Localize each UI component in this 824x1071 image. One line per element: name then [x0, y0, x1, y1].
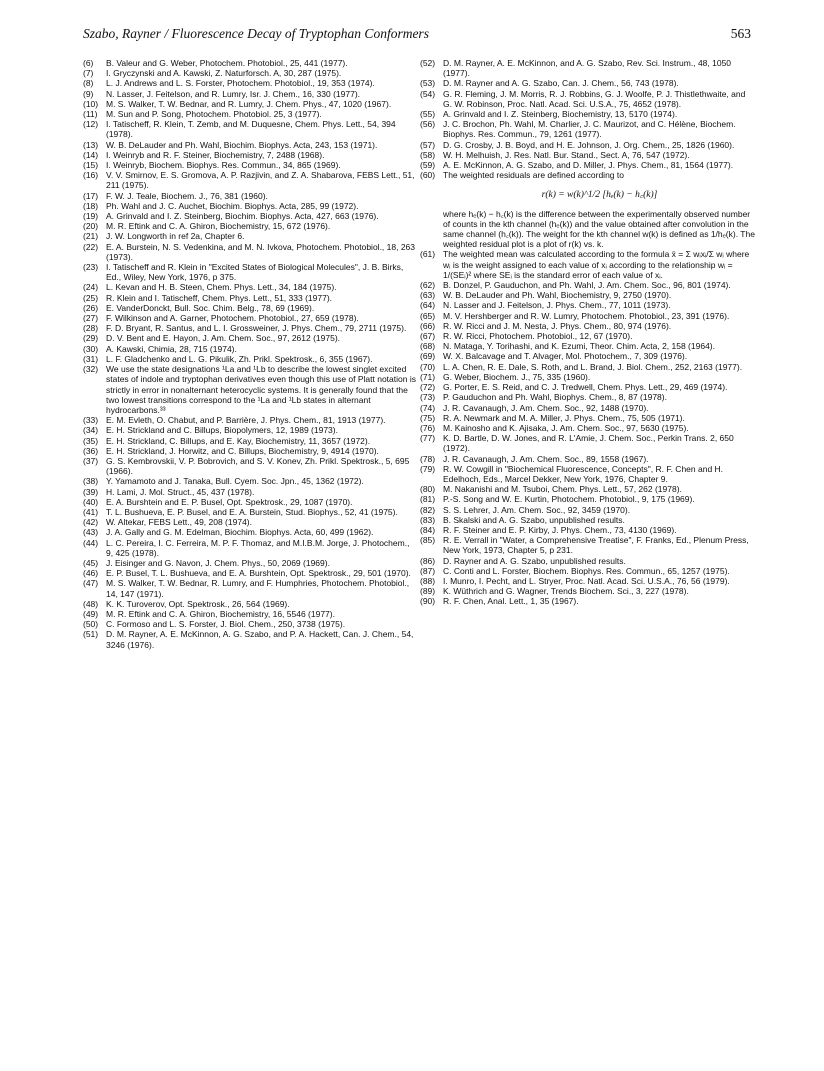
- reference-number: (7): [83, 68, 94, 79]
- reference-entry: [83, 313, 417, 323]
- reference-text: M. V. Hershberger and R. W. Lumry, Photochem. Photobiol., 23, 391 (1976).: [443, 310, 730, 321]
- reference-text: M. Nakanishi and M. Tsuboi, Chem. Phys. Lett., 57, 262 (1978).: [443, 484, 682, 495]
- reference-text: F. Wilkinson and A. Garner, Photochem. Photobiol., 27, 659 (1978).: [106, 313, 359, 324]
- reference-number: (67): [420, 331, 436, 342]
- reference-number: (77): [420, 433, 436, 444]
- reference-text: H. Lami, J. Mol. Struct., 45, 437 (1978).: [106, 486, 255, 497]
- reference-number: (64): [420, 300, 436, 311]
- reference-number: (25): [83, 292, 99, 303]
- reference-entry: [420, 170, 756, 180]
- reference-text: D. M. Rayner and A. G. Szabo, Can. J. Chem., 56, 743 (1978).: [443, 78, 679, 89]
- reference-number: (6): [83, 58, 94, 68]
- reference-number: (39): [83, 486, 99, 497]
- reference-entry: [420, 433, 756, 453]
- reference-text: E. P. Busel, T. L. Bushueva, and E. A. Burshtein, Opt. Spektrosk., 29, 501 (1970).: [106, 568, 411, 579]
- reference-text: N. Mataga, Y. Torihashi, and K. Ezumi, Theor. Chim. Acta, 2, 158 (1964).: [443, 341, 715, 352]
- reference-text: S. S. Lehrer, J. Am. Chem. Soc., 92, 3459 (1970).: [443, 504, 631, 515]
- reference-number: (68): [420, 341, 436, 352]
- reference-text: W. B. DeLauder and Ph. Wahl, Biochemistry, 9, 2750 (1970).: [443, 290, 672, 301]
- reference-text: K. D. Bartle, D. W. Jones, and R. L'Amie, J. Chem. Soc., Perkin Trans. 2, 650 (1972).: [443, 433, 734, 454]
- reference-number: (62): [420, 280, 436, 291]
- reference-number: (9): [83, 88, 94, 99]
- reference-entry: [83, 456, 417, 476]
- references-group-a: [420, 58, 756, 180]
- reference-number: (58): [420, 149, 436, 160]
- reference-entry: [420, 484, 756, 494]
- reference-text: M. Kainosho and K. Ajisaka, J. Am. Chem. Soc., 97, 5630 (1975).: [443, 422, 689, 433]
- reference-text: V. V. Smirnov, E. S. Gromova, A. P. Razjivin, and Z. A. Shabarova, FEBS Lett., 51, 211 (1975).: [106, 170, 415, 191]
- reference-entry: [83, 344, 417, 354]
- reference-number: (85): [420, 535, 436, 546]
- ref60-continuation: where hₑ(k) − h꜀(k) is the difference between the experimentally observed number of counts in the kth channel (hₑ(k)) and the value obtained after convolution in the same channel (h꜀(k)). The weight for the kth channel w(k) is defined as 1/hₑ(k). The weighted residual plot is a plot of r(k) vs. k.: [443, 208, 755, 250]
- reference-entry: [420, 341, 756, 351]
- reference-entry: [420, 119, 756, 139]
- reference-entry: [83, 119, 417, 139]
- references-right-column: [420, 58, 756, 607]
- reference-number: (42): [83, 517, 99, 528]
- reference-entry: [83, 354, 417, 364]
- reference-text: K. K. Turoverov, Opt. Spektrosk., 26, 564 (1969).: [106, 598, 290, 609]
- reference-number: (44): [83, 537, 99, 548]
- reference-entry: [83, 323, 417, 333]
- reference-number: (81): [420, 494, 436, 505]
- reference-text: L. F. Gladchenko and L. G. Pikulik, Zh. Prikl. Spektrosk., 6, 355 (1967).: [106, 353, 373, 364]
- reference-entry: [83, 303, 417, 313]
- reference-text: I. Tatischeff, R. Klein, T. Zemb, and M. Duquesne, Chem. Phys. Lett., 54, 394 (1978).: [106, 119, 396, 140]
- reference-entry: [420, 280, 756, 290]
- reference-entry: [83, 476, 417, 486]
- reference-number: (65): [420, 310, 436, 321]
- reference-entry: [420, 58, 756, 78]
- reference-text: R. F. Steiner and E. P. Kirby, J. Phys. Chem., 73, 4130 (1969).: [443, 524, 677, 535]
- reference-number: (35): [83, 435, 99, 446]
- reference-entry: [420, 596, 756, 606]
- reference-number: (19): [83, 211, 99, 222]
- reference-text: M. S. Walker, T. W. Bednar, and R. Lumry, J. Chem. Phys., 47, 1020 (1967).: [106, 98, 392, 109]
- reference-entry: [83, 619, 417, 629]
- reference-text: R. Klein and I. Tatischeff, Chem. Phys. Lett., 51, 333 (1977).: [106, 292, 333, 303]
- reference-text: C. Conti and L. Forster, Biochem. Biophys. Res. Commun., 65, 1257 (1975).: [443, 565, 730, 576]
- reference-number: (59): [420, 160, 436, 171]
- reference-entry: [83, 68, 417, 78]
- reference-entry: [83, 558, 417, 568]
- reference-number: (83): [420, 514, 436, 525]
- reference-entry: [83, 242, 417, 262]
- reference-number: (87): [420, 565, 436, 576]
- reference-text: F. W. J. Teale, Biochem. J., 76, 381 (1960).: [106, 190, 268, 201]
- reference-entry: [83, 364, 417, 415]
- reference-entry: [420, 89, 756, 109]
- reference-number: (34): [83, 425, 99, 436]
- reference-entry: [420, 140, 756, 150]
- reference-entry: [83, 599, 417, 609]
- reference-text: R. E. Verrall in "Water, a Comprehensive Treatise", F. Franks, Ed., Plenum Press, New York, 1973, Chapter 5, p 231.: [443, 535, 749, 556]
- reference-number: (69): [420, 351, 436, 362]
- reference-text: I. Weinryb, Biochem. Biophys. Res. Commun., 34, 865 (1969).: [106, 160, 341, 171]
- reference-entry: [420, 321, 756, 331]
- reference-entry: [83, 140, 417, 150]
- reference-entry: [83, 150, 417, 160]
- reference-text: G. S. Kembrovskii, V. P. Bobrovich, and S. V. Konev, Zh. Prikl. Spektrosk., 5, 695 (1966).: [106, 455, 410, 477]
- reference-number: (78): [420, 453, 436, 464]
- reference-text: W. B. DeLauder and Ph. Wahl, Biochim. Biophys. Acta, 243, 153 (1971).: [106, 139, 378, 150]
- reference-number: (10): [83, 98, 99, 109]
- reference-entry: [83, 446, 417, 456]
- reference-text: J. W. Longworth in ref 2a, Chapter 6.: [106, 231, 245, 242]
- reference-number: (56): [420, 119, 436, 130]
- reference-entry: [83, 507, 417, 517]
- reference-number: (24): [83, 282, 99, 293]
- reference-entry: [83, 487, 417, 497]
- reference-number: (75): [420, 412, 436, 423]
- reference-text: D. Rayner and A. G. Szabo, unpublished results.: [443, 555, 626, 566]
- reference-text: P. Gauduchon and Ph. Wahl, Biophys. Chem., 8, 87 (1978).: [443, 392, 667, 403]
- reference-number: (47): [83, 578, 99, 589]
- reference-number: (8): [83, 78, 94, 89]
- reference-number: (50): [83, 619, 99, 630]
- reference-text: W. X. Balcavage and T. Alvager, Mol. Photochem., 7, 309 (1976).: [443, 351, 688, 362]
- reference-text: B. Valeur and G. Weber, Photochem. Photobiol., 25, 441 (1977).: [106, 58, 348, 68]
- reference-number: (46): [83, 568, 99, 579]
- reference-entry: [420, 586, 756, 596]
- reference-entry: [83, 160, 417, 170]
- reference-entry: [83, 497, 417, 507]
- reference-entry: [420, 392, 756, 402]
- reference-entry: [420, 576, 756, 586]
- reference-entry: [83, 109, 417, 119]
- reference-number: (14): [83, 149, 99, 160]
- reference-number: (38): [83, 476, 99, 487]
- reference-text: D. V. Bent and E. Hayon, J. Am. Chem. Soc., 97, 2612 (1975).: [106, 333, 341, 344]
- reference-text: E. A. Burstein, N. S. Vedenkina, and M. N. Ivkova, Photochem. Photobiol., 18, 263 (1973).: [106, 241, 416, 262]
- reference-number: (53): [420, 78, 436, 89]
- reference-entry: [83, 262, 417, 282]
- reference-text: The weighted mean was calculated according to the formula x̄ = Σ wᵢxᵢ/Σ wᵢ where wᵢ is the weight assigned to each value of xᵢ according to the relationship wᵢ = 1/(SEᵢ)² where SEᵢ is the standard error of each value of xᵢ.: [443, 249, 750, 280]
- reference-text: R. W. Cowgill in "Biochemical Fluorescence, Concepts", R. F. Chen and H. Edelhoch, Eds., Marcel Dekker, New York, 1976, Chapter 9.: [443, 463, 724, 484]
- reference-entry: [420, 150, 756, 160]
- reference-entry: [420, 535, 756, 555]
- reference-text: I. Munro, I. Pecht, and L. Stryer, Proc. Natl. Acad. Sci. U.S.A., 76, 56 (1979).: [443, 575, 730, 586]
- reference-number: (29): [83, 333, 99, 344]
- reference-entry: [420, 372, 756, 382]
- residual-formula: r(k) = w(k)^1/2 [hₑ(k) − h꜀(k)]: [541, 190, 658, 201]
- reference-text: R. F. Chen, Anal. Lett., 1, 35 (1967).: [443, 596, 579, 607]
- reference-text: E. H. Strickland, C. Billups, and E. Kay, Biochemistry, 11, 3657 (1972).: [106, 435, 371, 446]
- reference-entry: [420, 78, 756, 88]
- reference-text: C. Formoso and L. S. Forster, J. Biol. Chem., 250, 3738 (1975).: [106, 619, 346, 630]
- reference-number: (52): [420, 58, 436, 68]
- reference-number: (18): [83, 200, 99, 211]
- reference-text: E. VanderDonckt, Bull. Soc. Chim. Belg., 78, 69 (1969).: [106, 302, 315, 313]
- reference-text: J. C. Brochon, Ph. Wahl, M. Charlier, J. C. Maurizot, and C. Hélène, Biochem. Biophys. Res. Commun., 79, 1261 (1977).: [443, 119, 736, 140]
- reference-entry: [83, 436, 417, 446]
- reference-text: M. Sun and P. Song, Photochem. Photobiol. 25, 3 (1977).: [106, 109, 322, 120]
- reference-number: (27): [83, 313, 99, 324]
- reference-number: (76): [420, 422, 436, 433]
- reference-number: (12): [83, 119, 99, 130]
- reference-number: (37): [83, 455, 99, 466]
- references-left-column: [83, 58, 417, 650]
- reference-text: A. Kawski, Chimia, 28, 715 (1974).: [106, 343, 237, 354]
- reference-entry: [420, 403, 756, 413]
- reference-number: (54): [420, 88, 436, 99]
- reference-text: E. M. Evleth, O. Chabut, and P. Barrière, J. Phys. Chem., 81, 1913 (1977).: [106, 415, 386, 426]
- reference-entry: [83, 527, 417, 537]
- reference-entry: [83, 293, 417, 303]
- reference-text: R. W. Ricci and J. M. Nesta, J. Phys. Chem., 80, 974 (1976).: [443, 320, 672, 331]
- reference-text: L. Kevan and H. B. Steen, Chem. Phys. Lett., 34, 184 (1975).: [106, 282, 337, 293]
- reference-number: (31): [83, 353, 99, 364]
- reference-entry: [420, 515, 756, 525]
- page-number: 563: [730, 26, 751, 41]
- reference-number: (90): [420, 596, 436, 607]
- reference-number: (16): [83, 170, 99, 181]
- reference-entry: [83, 425, 417, 435]
- reference-number: (84): [420, 524, 436, 535]
- running-title: Szabo, Rayner / Fluorescence Decay of Tryptophan Conformers: [83, 26, 429, 41]
- reference-number: (60): [420, 170, 436, 181]
- reference-text: W. H. Melhuish, J. Res. Natl. Bur. Stand., Sect. A, 76, 547 (1972).: [443, 149, 690, 160]
- reference-number: (13): [83, 139, 99, 150]
- reference-entry: [83, 170, 417, 190]
- reference-number: (15): [83, 160, 99, 171]
- reference-text: L. J. Andrews and L. S. Forster, Photochem. Photobiol., 19, 353 (1974).: [106, 78, 375, 89]
- reference-text: K. Wüthrich and G. Wagner, Trends Biochem. Sci., 3, 227 (1978).: [443, 586, 689, 597]
- reference-text: Ph. Wahl and J. C. Auchet, Biochim. Biophys. Acta, 285, 99 (1972).: [106, 200, 359, 211]
- reference-entry: [420, 160, 756, 170]
- reference-entry: [420, 331, 756, 341]
- reference-text: J. A. Gally and G. M. Edelman, Biochim. Biophys. Acta, 60, 499 (1962).: [106, 527, 374, 538]
- reference-number: (86): [420, 555, 436, 566]
- reference-entry: [83, 609, 417, 619]
- reference-text: I. Tatischeff and R. Klein in "Excited States of Biological Molecules", J. B. Birks, Ed., Wiley, New York, 1976, p 375.: [106, 262, 404, 283]
- reference-number: (74): [420, 402, 436, 413]
- reference-entry: [420, 290, 756, 300]
- reference-number: (26): [83, 302, 99, 313]
- reference-text: R. A. Newmark and M. A. Miller, J. Phys. Chem., 75, 505 (1971).: [443, 412, 685, 423]
- reference-text: D. M. Rayner, A. E. McKinnon, and A. G. Szabo, Rev. Sci. Instrum., 48, 1050 (1977).: [443, 58, 732, 79]
- reference-text: J. R. Cavanaugh, J. Am. Chem. Soc., 89, 1558 (1967).: [443, 453, 649, 464]
- reference-entry: [83, 333, 417, 343]
- reference-text: I. Gryczynski and A. Kawski, Z. Naturforsch. A, 30, 287 (1975).: [106, 68, 342, 79]
- reference-number: (40): [83, 496, 99, 507]
- reference-text: G. Weber, Biochem. J., 75, 335 (1960).: [443, 371, 591, 382]
- reference-number: (28): [83, 323, 99, 334]
- reference-number: (48): [83, 598, 99, 609]
- reference-text: N. Lasser and J. Feitelson, J. Phys. Chem., 77, 1011 (1973).: [443, 300, 671, 311]
- reference-text: B. Skalski and A. G. Szabo, unpublished results.: [443, 514, 625, 525]
- reference-entry: [83, 282, 417, 292]
- reference-entry: [83, 78, 417, 88]
- reference-entry: [420, 109, 756, 119]
- reference-entry: [83, 89, 417, 99]
- reference-text: E. A. Burshtein and E. P. Busel, Opt. Spektrosk., 29, 1087 (1970).: [106, 496, 353, 507]
- reference-entry: [83, 538, 417, 558]
- reference-text: A. Grinvald and I. Z. Steinberg, Biochemistry, 13, 5170 (1974).: [443, 109, 678, 120]
- reference-entry: [83, 578, 417, 598]
- reference-number: (55): [420, 109, 436, 120]
- reference-entry: [420, 454, 756, 464]
- reference-text: D. G. Crosby, J. B. Boyd, and H. E. Johnson, J. Org. Chem., 25, 1826 (1960).: [443, 139, 735, 150]
- reference-entry: [83, 568, 417, 578]
- reference-text: A. Grinvald and I. Z. Steinberg, Biochim. Biophys. Acta, 427, 663 (1976).: [106, 211, 379, 222]
- reference-text: J. R. Cavanaugh, J. Am. Chem. Soc., 92, 1488 (1970).: [443, 402, 649, 413]
- reference-number: (20): [83, 221, 99, 232]
- reference-entry: [420, 351, 756, 361]
- reference-number: (70): [420, 361, 436, 372]
- reference-number: (49): [83, 608, 99, 619]
- reference-number: (21): [83, 231, 99, 242]
- reference-number: (72): [420, 382, 436, 393]
- reference-number: (23): [83, 262, 99, 273]
- reference-number: (33): [83, 415, 99, 426]
- reference-text: L. C. Pereira, I. C. Ferreira, M. P. F. Thomaz, and M.I.B.M. Jorge, J. Photochem., 9, 425 (1978).: [106, 537, 410, 558]
- reference-number: (73): [420, 392, 436, 403]
- reference-entry: [420, 249, 756, 280]
- reference-entry: [420, 505, 756, 515]
- references-group-b: [420, 249, 756, 606]
- reference-entry: [83, 99, 417, 109]
- reference-text: F. D. Bryant, R. Santus, and L. I. Grossweiner, J. Phys. Chem., 79, 2711 (1975).: [106, 323, 407, 334]
- reference-entry: [420, 464, 756, 484]
- reference-entry: [420, 300, 756, 310]
- reference-text: P.-S. Song and W. E. Kurtin, Photochem. Photobiol., 9, 175 (1969).: [443, 494, 695, 505]
- reference-text: E. H. Strickland and C. Billups, Biopolymers, 12, 1989 (1973).: [106, 425, 338, 436]
- reference-text: T. L. Bushueva, E. P. Busel, and E. A. Burstein, Stud. Biophys., 52, 41 (1975).: [106, 506, 398, 517]
- reference-entry: [420, 382, 756, 392]
- reference-number: (51): [83, 629, 99, 640]
- reference-entry: [83, 191, 417, 201]
- reference-text: E. H. Strickland, J. Horwitz, and C. Billups, Biochemistry, 9, 4914 (1970).: [106, 445, 379, 456]
- reference-number: (41): [83, 506, 99, 517]
- reference-text: We use the state designations ¹La and ¹Lb to describe the lowest singlet excited states of indole and tryptophan derivatives even though this use of Platt notation is strictly in error in nonalternant heterocyclic systems. It is generally found that the two lowest transitions correspond to the ¹La and ¹Lb states in alternant hydrocarbons.³³: [106, 364, 416, 415]
- reference-text: W. Altekar, FEBS Lett., 49, 208 (1974).: [106, 517, 252, 528]
- reference-entry: [83, 221, 417, 231]
- reference-text: M. S. Walker, T. W. Bednar, R. Lumry, and F. Humphries, Photochem. Photobiol., 14, 147 (1971).: [106, 578, 410, 599]
- reference-number: (79): [420, 463, 436, 474]
- reference-text: R. W. Ricci, Photochem. Photobiol., 12, 67 (1970).: [443, 331, 633, 342]
- reference-number: (43): [83, 527, 99, 538]
- reference-entry: [420, 525, 756, 535]
- reference-text: L. A. Chen, R. E. Dale, S. Roth, and L. Brand, J. Biol. Chem., 252, 2163 (1977).: [443, 361, 743, 372]
- reference-number: (80): [420, 484, 436, 495]
- reference-number: (22): [83, 241, 99, 252]
- reference-number: (36): [83, 445, 99, 456]
- reference-entry: [420, 566, 756, 576]
- reference-number: (71): [420, 371, 436, 382]
- reference-number: (17): [83, 190, 99, 201]
- reference-number: (63): [420, 290, 436, 301]
- reference-number: (82): [420, 504, 436, 515]
- running-header: [83, 26, 751, 46]
- reference-text: G. R. Fleming, J. M. Morris, R. J. Robbins, G. J. Woolfe, P. J. Thistlethwaite, and G. W. Robinson, Proc. Natl. Acad. Sci. U.S.A., 75, 4652 (1978).: [443, 88, 746, 109]
- reference-entry: [83, 58, 417, 68]
- reference-entry: [83, 517, 417, 527]
- reference-entry: [83, 415, 417, 425]
- reference-number: (89): [420, 586, 436, 597]
- reference-text: The weighted residuals are defined according to: [443, 170, 624, 181]
- reference-text: M. R. Eftink and C. A. Ghiron, Biochemistry, 15, 672 (1976).: [106, 221, 331, 232]
- reference-number: (11): [83, 109, 98, 120]
- reference-entry: [420, 311, 756, 321]
- reference-text: N. Lasser, J. Feitelson, and R. Lumry, Isr. J. Chem., 16, 330 (1977).: [106, 88, 361, 99]
- reference-entry: [83, 629, 417, 649]
- reference-number: (32): [83, 364, 99, 375]
- reference-number: (61): [420, 249, 436, 260]
- reference-entry: [420, 494, 756, 504]
- reference-number: (45): [83, 557, 99, 568]
- reference-text: M. R. Eftink and C. A. Ghiron, Biochemistry, 16, 5546 (1977).: [106, 608, 335, 619]
- reference-number: (88): [420, 575, 436, 586]
- reference-text: D. M. Rayner, A. E. McKinnon, A. G. Szabo, and P. A. Hackett, Can. J. Chem., 54, 3246 (1976).: [106, 629, 414, 650]
- reference-entry: [83, 231, 417, 241]
- reference-entry: [83, 201, 417, 211]
- reference-text: A. E. McKinnon, A. G. Szabo, and D. Miller, J. Phys. Chem., 81, 1564 (1977).: [443, 160, 734, 171]
- reference-text: I. Weinryb and R. F. Steiner, Biochemistry, 7, 2488 (1968).: [106, 149, 325, 160]
- reference-entry: [420, 556, 756, 566]
- reference-text: G. Porter, E. S. Reid, and C. J. Tredwell, Chem. Phys. Lett., 29, 469 (1974).: [443, 382, 728, 393]
- reference-text: Y. Yamamoto and J. Tanaka, Bull. Cyem. Soc. Jpn., 45, 1362 (1972).: [106, 476, 364, 487]
- reference-number: (57): [420, 139, 436, 150]
- reference-number: (30): [83, 343, 99, 354]
- reference-number: (66): [420, 320, 436, 331]
- reference-entry: [420, 413, 756, 423]
- reference-entry: [420, 423, 756, 433]
- reference-text: B. Donzel, P. Gauduchon, and Ph. Wahl, J. Am. Chem. Soc., 96, 801 (1974).: [443, 280, 731, 291]
- reference-entry: [83, 211, 417, 221]
- reference-text: J. Eisinger and G. Navon, J. Chem. Phys., 50, 2069 (1969).: [106, 557, 330, 568]
- reference-entry: [420, 362, 756, 372]
